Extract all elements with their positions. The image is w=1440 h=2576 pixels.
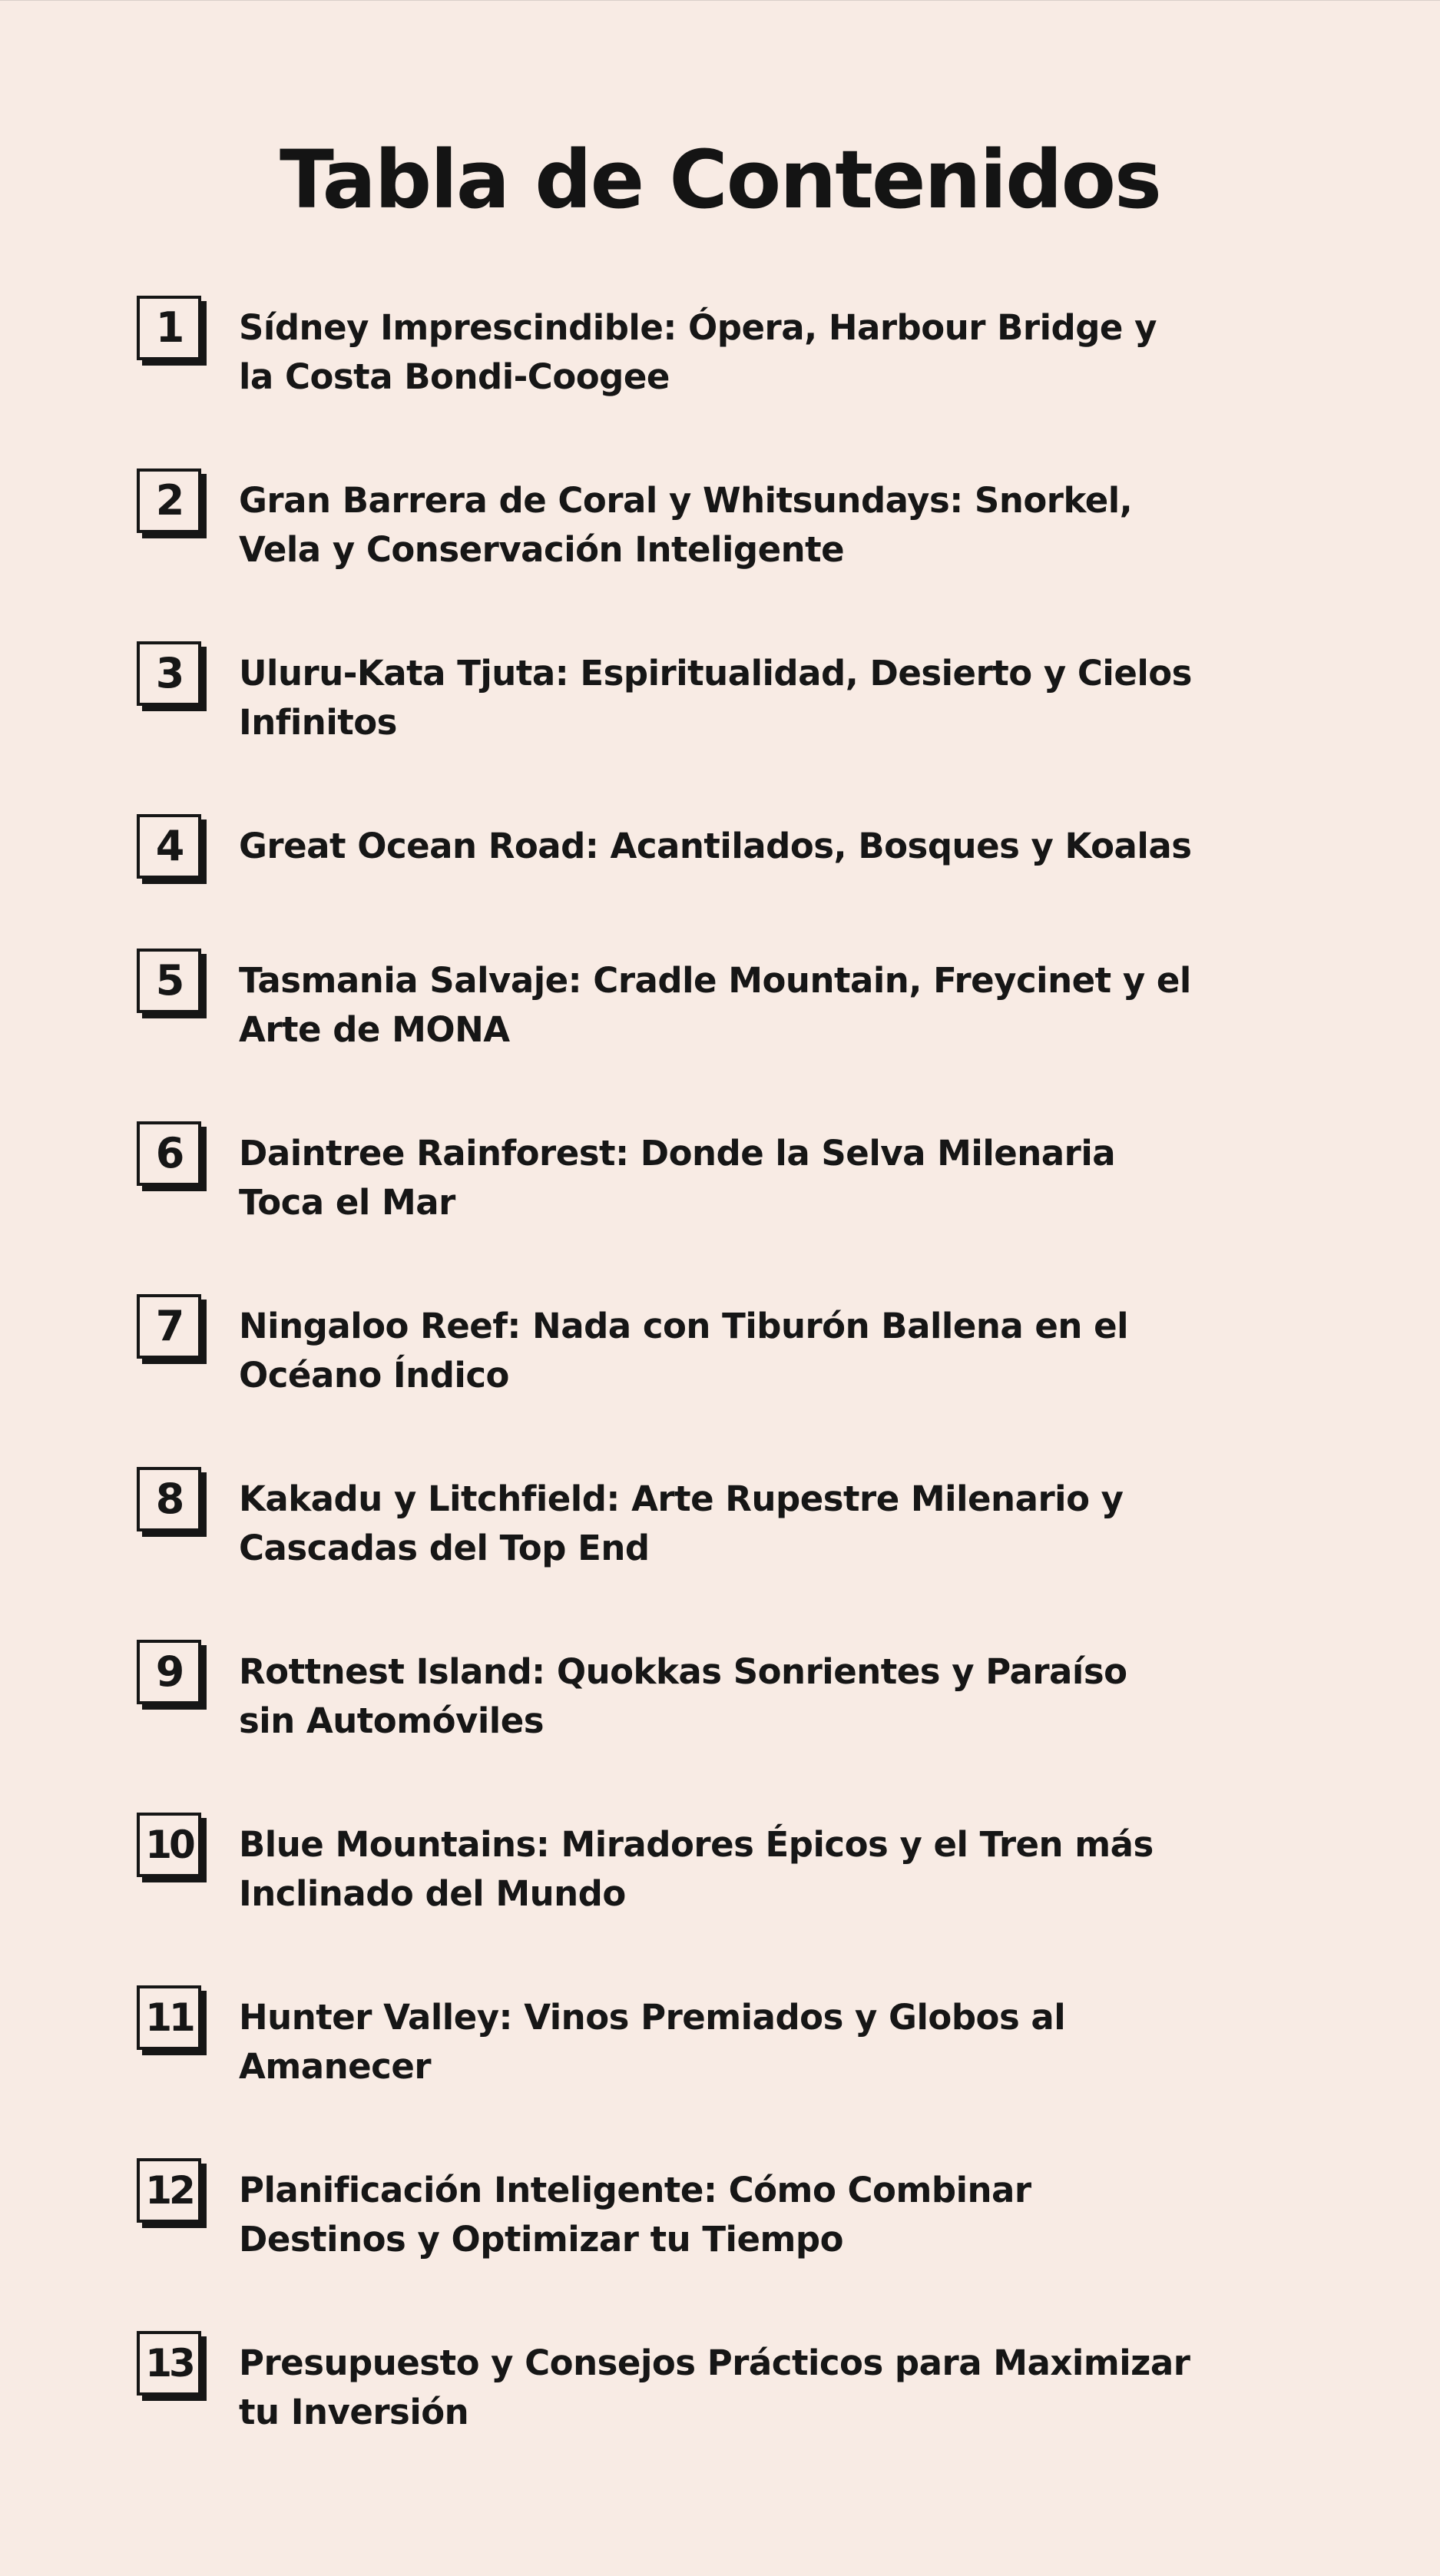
toc-item[interactable]: [0, 293, 1440, 416]
chapter-title[interactable]: [239, 1475, 1314, 1573]
chapter-title[interactable]: [239, 476, 1314, 574]
toc-item[interactable]: [0, 1464, 1440, 1587]
chapter-title-line: Océano Índico: [239, 1355, 509, 1396]
toc-item[interactable]: [0, 1809, 1440, 1932]
chapter-title-line: Vela y Conservación Inteligente: [239, 529, 845, 570]
chapter-title-line: Great Ocean Road: Acantilados, Bosques y Koalas: [239, 826, 1192, 866]
chapter-number-box: 13: [137, 2331, 201, 2396]
chapter-title-line: Kakadu y Litchfield: Arte Rupestre Milenario y: [239, 1478, 1124, 1519]
chapter-number-box: 9: [137, 1640, 201, 1704]
chapter-number-box: 7: [137, 1294, 201, 1359]
chapter-number-box: 8: [137, 1467, 201, 1531]
chapter-title-line: Infinitos: [239, 702, 397, 743]
chapter-title-line: la Costa Bondi-Coogee: [239, 356, 670, 397]
chapter-title[interactable]: [239, 822, 1314, 871]
toc-item[interactable]: [0, 638, 1440, 761]
chapter-number-box: 3: [137, 641, 201, 706]
chapter-title[interactable]: [239, 1647, 1314, 1746]
chapter-title-line: Sídney Imprescindible: Ópera, Harbour Bridge y: [239, 307, 1157, 348]
toc-item[interactable]: [0, 811, 1440, 934]
chapter-number-box: 10: [137, 1813, 201, 1877]
chapter-title-line: Ningaloo Reef: Nada con Tiburón Ballena en el: [239, 1306, 1129, 1346]
chapter-title[interactable]: [239, 1302, 1314, 1400]
chapter-title-line: Arte de MONA: [239, 1009, 510, 1050]
chapter-title[interactable]: [239, 2339, 1314, 2437]
chapter-title[interactable]: [239, 649, 1314, 747]
chapter-title-line: Tasmania Salvaje: Cradle Mountain, Freycinet y el: [239, 960, 1191, 1001]
chapter-title[interactable]: [239, 956, 1314, 1055]
chapter-title-line: Presupuesto y Consejos Prácticos para Maximizar: [239, 2343, 1190, 2383]
chapter-title-line: Uluru-Kata Tjuta: Espiritualidad, Desierto y Cielos: [239, 653, 1192, 694]
toc-item[interactable]: [0, 2328, 1440, 2451]
chapter-title[interactable]: [239, 303, 1314, 402]
chapter-number-box: 12: [137, 2158, 201, 2223]
chapter-title-line: Inclinado del Mundo: [239, 1873, 626, 1914]
toc-item[interactable]: [0, 1637, 1440, 1760]
chapter-number-box: 11: [137, 1985, 201, 2050]
chapter-title[interactable]: [239, 1820, 1314, 1919]
chapter-title-line: Toca el Mar: [239, 1182, 455, 1223]
chapter-number-box: 1: [137, 296, 201, 360]
chapter-title-line: Amanecer: [239, 2046, 432, 2087]
chapter-title-line: Rottnest Island: Quokkas Sonrientes y Paraíso: [239, 1651, 1127, 1692]
chapter-title[interactable]: [239, 1993, 1314, 2091]
toc-item[interactable]: [0, 1118, 1440, 1241]
chapter-number-box: 2: [137, 469, 201, 533]
toc-item[interactable]: [0, 465, 1440, 588]
chapter-title-line: Blue Mountains: Miradores Épicos y el Tren más: [239, 1824, 1154, 1865]
chapter-number-box: 4: [137, 814, 201, 879]
chapter-title[interactable]: [239, 1129, 1314, 1227]
toc-item[interactable]: [0, 1291, 1440, 1414]
chapter-title[interactable]: [239, 2166, 1314, 2264]
chapter-title-line: Cascadas del Top End: [239, 1528, 650, 1568]
chapter-title-line: Planificación Inteligente: Cómo Combinar: [239, 2170, 1031, 2210]
chapter-title-line: sin Automóviles: [239, 1700, 544, 1741]
toc-item[interactable]: [0, 2155, 1440, 2278]
page-title: Tabla de Contenidos: [280, 133, 1160, 227]
chapter-title-line: Gran Barrera de Coral y Whitsundays: Snorkel,: [239, 480, 1133, 521]
chapter-title-line: Hunter Valley: Vinos Premiados y Globos al: [239, 1997, 1066, 2038]
toc-item[interactable]: [0, 945, 1440, 1068]
toc-item[interactable]: [0, 1982, 1440, 2105]
chapter-number-box: 6: [137, 1121, 201, 1186]
chapter-title-line: tu Inversión: [239, 2392, 469, 2432]
chapter-title-line: Destinos y Optimizar tu Tiempo: [239, 2219, 844, 2260]
chapter-title-line: Daintree Rainforest: Donde la Selva Milenaria: [239, 1133, 1116, 1174]
chapter-number-box: 5: [137, 949, 201, 1013]
